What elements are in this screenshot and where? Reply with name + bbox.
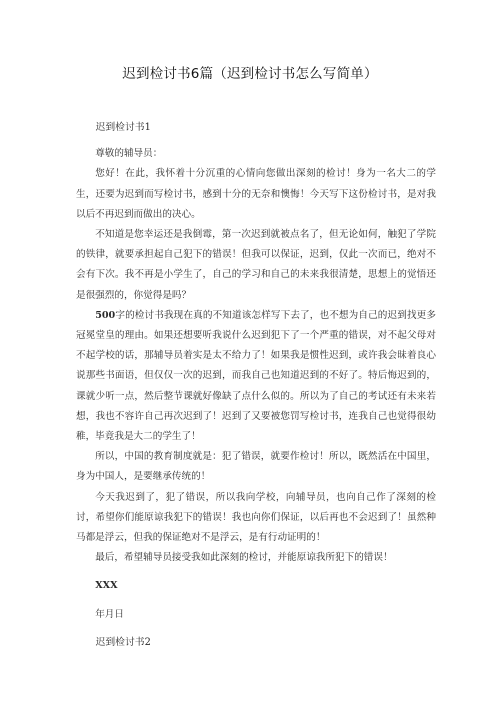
paragraph-6: 最后，希望辅导员接受我如此深刻的检讨，并能原谅我所犯下的错误！ [95, 552, 393, 564]
paragraph-4: 所以，中国的教育制度就是：犯了错误，就要作检讨！所以，既然活在中国里，身为中国人，是要继承传统的！ [76, 451, 436, 483]
salutation: 尊敬的辅导员： [95, 148, 163, 160]
paragraph-3 [76, 306, 436, 447]
essay-heading-2: 迟到检讨书2 [95, 636, 151, 648]
paragraph-3-text: 字的检讨书我现在真的不知道该怎样写下去了，也不想为自己的迟到找更多冠冕堂皇的理由。如果还想要听我说什么迟到犯下了一个严重的错误，对不起父母对不起学校的话，那辅导员着实是太不给力了！如果我是惯性迟到，或许我会昧着良心说那些书面语，但仅仅一次的迟到，而我自己也知道迟到的不好了。特后悔迟到的，课就少听一点，然后整节课就好像缺了点什么似的。所以为了自己的考试还有未来若想，我也不容许自己再次迟到了！迟到了又要被您罚写检讨书，连我自己也觉得很幼稚，毕竟我是大二的学生了！ [76, 309, 436, 443]
date-line: 年月日 [95, 608, 124, 620]
word-count: 500 [95, 309, 116, 321]
document-title: 迟到检讨书6篇（迟到检讨书怎么写简单） [122, 66, 378, 82]
essay-heading: 迟到检讨书1 [95, 122, 151, 133]
document-body [76, 118, 436, 653]
paragraph-5: 今天我迟到了，犯了错误，所以我向学校，向辅导员，也向自己作了深刻的检讨，希望你们能原谅我犯下的错误！我也向你们保证，以后再也不会迟到了！虽然种马都是浮云，但我的保证绝对不是浮云，是有行动证明的！ [76, 491, 436, 544]
paragraph-1: 您好！在此，我怀着十分沉重的心情向您做出深刻的检讨！身为一名大二的学生，还要为迟到而写检讨书，感到十分的无奈和懊悔！今天写下这份检讨书，是对我以后不再迟到而做出的决心。 [76, 168, 436, 220]
paragraph-2: 不知道是您幸运还是我倒霉，第一次迟到就被点名了，但无论如何，触犯了学院的铁律，就要承担起自己犯下的错误！但我可以保证，迟到，仅此一次而已，绝对不会有下次。我不再是小学生了，自己的学习和自己的未来我很清楚，思想上的觉悟还是很强烈的，你觉得是吗？ [76, 229, 436, 301]
signature: XXX [95, 580, 118, 592]
